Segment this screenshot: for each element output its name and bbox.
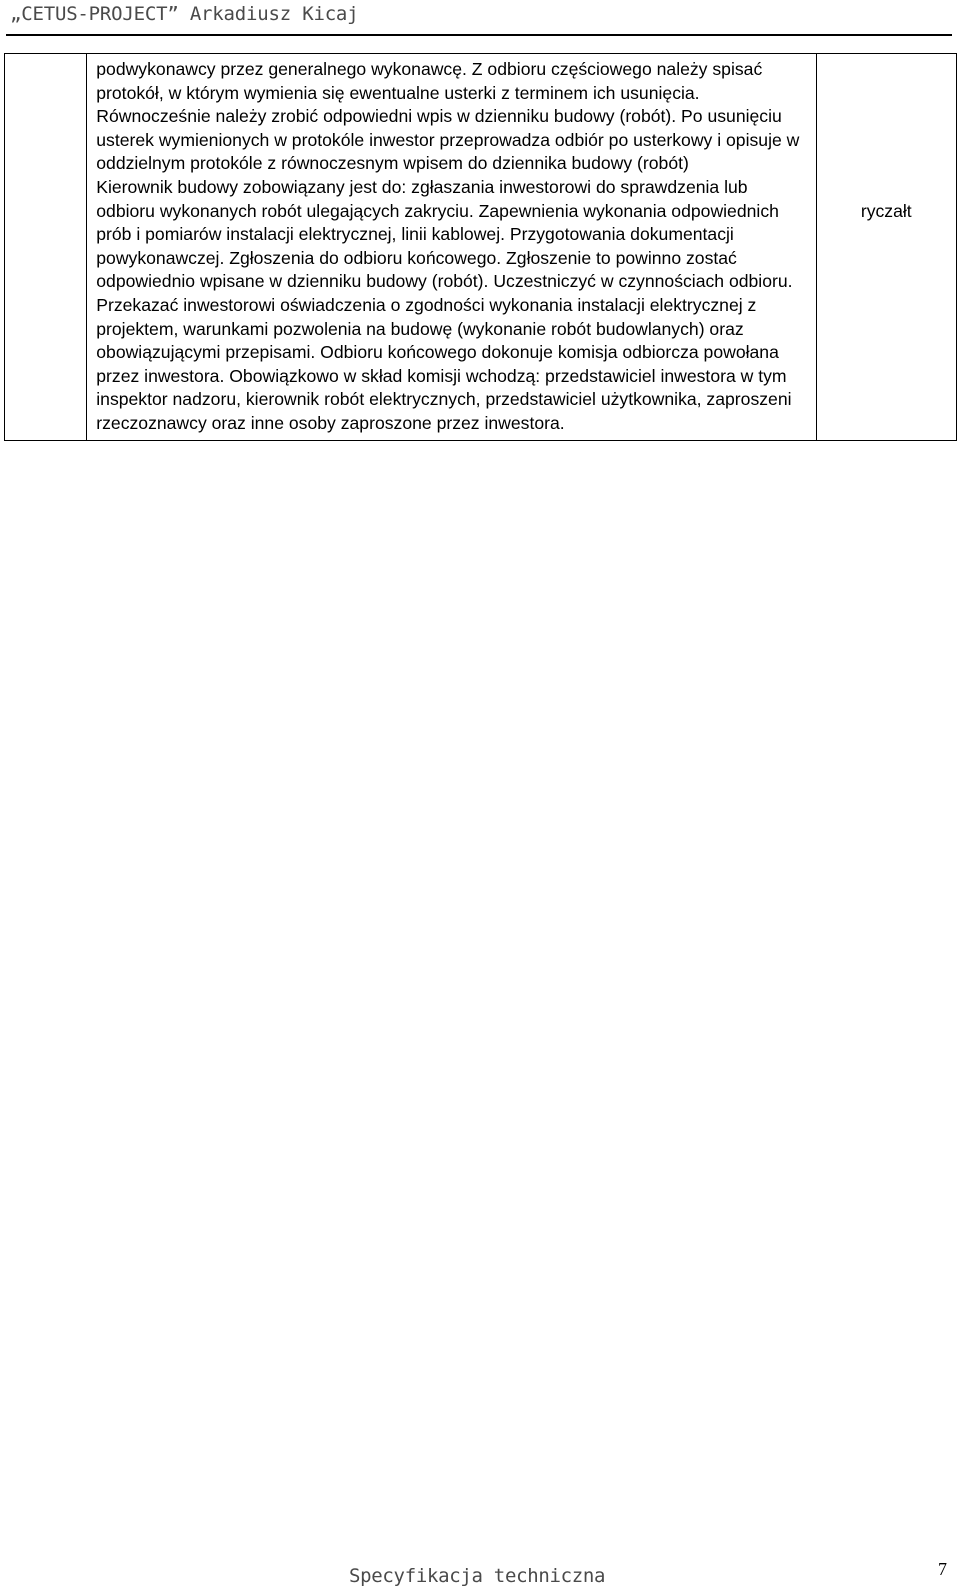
header-title: „CETUS-PROJECT” Arkadiusz Kicaj: [10, 3, 359, 25]
table-row: [5, 54, 957, 441]
paragraph-acceptance-partial: podwykonawcy przez generalnego wykonawcę. Z odbioru częściowego należy spisać protokół, w którym wymienia się ewentualne usterki z terminem ich usunięcia. Równocześnie należy zrobić odpowiedni wpis w dzienniku budowy (robót). Po usunięciu usterek wymienionych w protokóle inwestor przeprowadza odbiór po usterkowy i opisuje w oddzielnym protokóle z równoczesnym wpisem do dziennika budowy (robót): [96, 59, 800, 174]
paragraph-site-manager-duties: Kierownik budowy zobowiązany jest do: zgłaszania inwestorowi do sprawdzenia lub odbioru wykonanych robót ulegających zakryciu. Zapewnienia wykonania odpowiednich prób i pomiarów instalacji elektrycznej, linii kablowej. Przygotowania dokumentacji powykonawczej. Zgłoszenia do odbioru końcowego. Zgłoszenie to powinno zostać odpowiednio wpisane w dzienniku budowy (robót). Uczestniczyć w czynnościach odbioru. Przekazać inwestorowi oświadczenia o zgodności wykonania instalacji elektrycznej z projektem, warunkami pozwolenia na budowę (wykonanie robót budowlanych) oraz obowiązującymi przepisami. Odbioru końcowego dokonuje komisja odbiorcza powołana przez inwestora. Obowiązkowo w skład komisji wchodzą: przedstawiciel inwestora w tym inspektor nadzoru, kierownik robót elektrycznych, przedstawiciel użytkownika, zaproszeni rzeczoznawcy oraz inne osoby zaproszone przez inwestora.: [96, 176, 793, 433]
description-text: [87, 54, 815, 440]
footer-title: Specyfikacja techniczna: [349, 1565, 606, 1587]
specification-table: [4, 53, 957, 441]
description-cell: [87, 54, 816, 441]
billing-cell: [816, 54, 956, 441]
billing-method: ryczałt: [860, 201, 912, 221]
lp-cell: [5, 54, 87, 441]
page-number: 7: [938, 1559, 947, 1579]
page-header: [6, 0, 952, 36]
